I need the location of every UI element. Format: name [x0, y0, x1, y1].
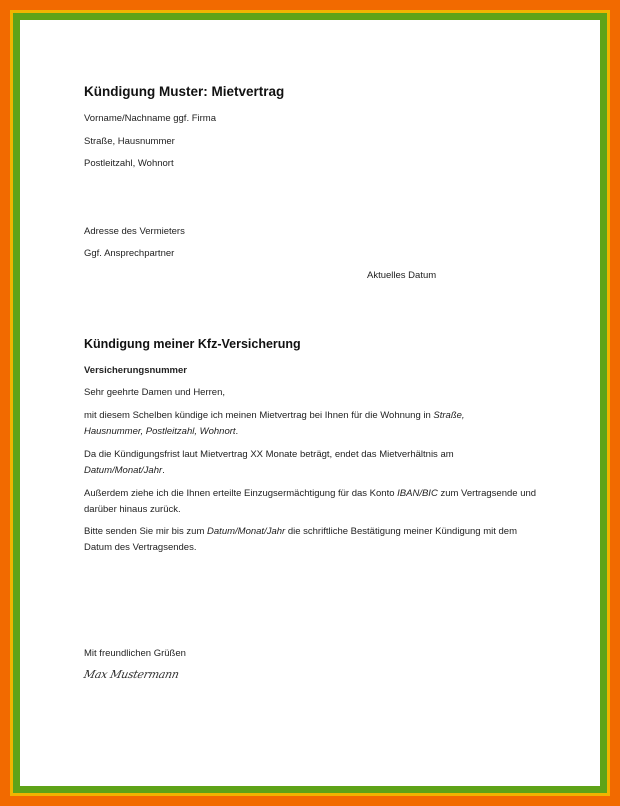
recipient-address: Adresse des Vermieters — [84, 226, 185, 237]
paragraph-text: die schriftliche Bestätigung meiner Kündigung mit dem Datum des Vertragsendes. — [84, 526, 518, 553]
paragraph-text: . — [235, 425, 239, 437]
letter-date: Aktuelles Datum — [367, 270, 437, 281]
closing-greeting: Mit freundlichen Grüßen — [84, 648, 186, 659]
paragraph-notice-period — [84, 447, 544, 478]
paragraph-direct-debit — [84, 486, 544, 517]
paragraph-text: Außerdem ziehe ich die Ihnen erteilte Einzugsermächtigung für das Konto — [84, 488, 398, 499]
placeholder-date: Datum/Monat/Jahr — [207, 526, 286, 537]
placeholder-street: Straße, — [433, 410, 465, 421]
document-title: Kündigung Muster: Mietvertrag — [84, 84, 285, 99]
paragraph-text: Bitte senden Sie mir bis zum — [84, 526, 208, 537]
paragraph-text: mit diesem Schelben kündige ich meinen Mietvertrag bei Ihnen für die Wohnung in — [84, 410, 434, 421]
paragraph-confirmation — [84, 524, 544, 555]
reference-number: Versicherungsnummer — [84, 365, 187, 376]
letter-page — [20, 20, 600, 786]
sender-name: Vorname/Nachname ggf. Firma — [84, 113, 217, 124]
placeholder-address: Hausnummer, Postleitzahl, Wohnort — [84, 425, 236, 437]
placeholder-date: Datum/Monat/Jahr — [84, 464, 163, 476]
paragraph-text: zum Vertragsende und darüber hinaus zurück. — [84, 488, 537, 515]
placeholder-iban: IBAN/BIC — [397, 488, 438, 499]
paragraph-text: Da die Kündigungsfrist laut Mietvertrag XX Monate beträgt, endet das Mietverhältnis am — [84, 449, 454, 460]
letter-subject: Kündigung meiner Kfz-Versicherung — [84, 337, 301, 351]
sender-street: Straße, Hausnummer — [84, 136, 175, 147]
salutation: Sehr geehrte Damen und Herren, — [84, 387, 225, 398]
handwritten-signature: Max Mustermann — [82, 668, 181, 681]
recipient-contact: Ggf. Ansprechpartner — [84, 248, 175, 259]
paragraph-text: . — [162, 464, 165, 476]
paragraph-termination — [84, 408, 544, 439]
sender-city: Postleitzahl, Wohnort — [84, 158, 174, 169]
